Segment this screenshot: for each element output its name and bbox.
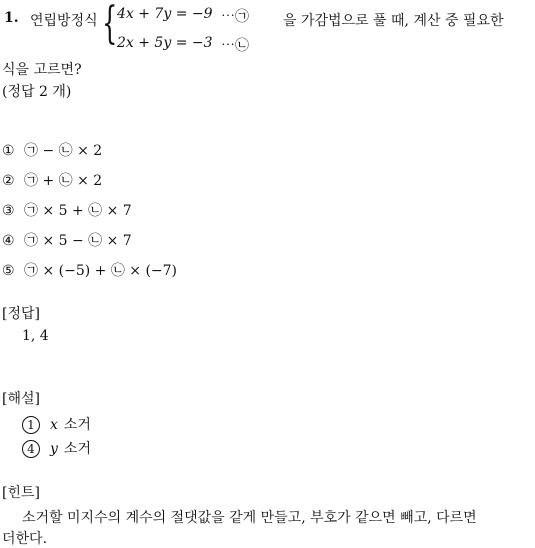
choice-text: ㉠ + ㉡ × 2 — [24, 173, 103, 189]
explanation-heading: [해설] — [2, 391, 40, 407]
explanation-item — [22, 414, 91, 434]
choice-mark: ② — [2, 173, 15, 189]
answer-heading: [정답] — [2, 306, 40, 322]
choice-mark: ④ — [2, 233, 15, 249]
hint-heading: [힌트] — [2, 485, 40, 501]
choice-mark: ⑤ — [2, 263, 15, 279]
equation-2: 2x + 5y = −3 — [117, 35, 213, 51]
hint-line-1: 소거할 미지수의 계수의 절댓값을 같게 만들고, 부호가 같으면 빼고, 다르면 — [22, 510, 477, 526]
choice-mark: ① — [2, 143, 15, 159]
choice-text: ㉠ × 5 + ㉡ × 7 — [24, 203, 132, 219]
choice-mark: ③ — [2, 203, 15, 219]
choice-2[interactable] — [2, 170, 102, 190]
hint-line-2: 더한다. — [2, 531, 48, 547]
answer-value: 1, 4 — [22, 328, 49, 344]
question-line-2: 식을 고르면? — [2, 62, 82, 78]
question-text-after: 을 가감법으로 풀 때, 계산 중 필요한 — [283, 13, 504, 29]
equation-1-tag: ⋯㉠ — [221, 9, 249, 25]
choice-text: ㉠ × 5 − ㉡ × 7 — [24, 233, 132, 249]
circled-number: 1 — [22, 416, 40, 434]
choice-3[interactable] — [2, 200, 132, 220]
variable: x — [50, 417, 58, 433]
choice-text: ㉠ × (−5) + ㉡ × (−7) — [24, 263, 178, 279]
equation-brace: { — [102, 0, 118, 49]
explanation-text: 소거 — [63, 441, 91, 457]
circled-number: 4 — [22, 440, 40, 458]
explanation-text: 소거 — [63, 417, 91, 433]
choice-4[interactable] — [2, 230, 132, 250]
question-number: 1. — [4, 10, 19, 26]
equation-1: 4x + 7y = −9 — [117, 6, 213, 22]
explanation-item — [22, 438, 91, 458]
choice-1[interactable] — [2, 140, 102, 160]
variable: y — [50, 441, 58, 457]
question-text-before: 연립방정식 — [30, 13, 98, 29]
choice-5[interactable] — [2, 260, 177, 280]
question-line-3: (정답 2 개) — [2, 84, 72, 100]
choice-text: ㉠ − ㉡ × 2 — [24, 143, 103, 159]
equation-2-tag: ⋯㉡ — [221, 38, 249, 54]
